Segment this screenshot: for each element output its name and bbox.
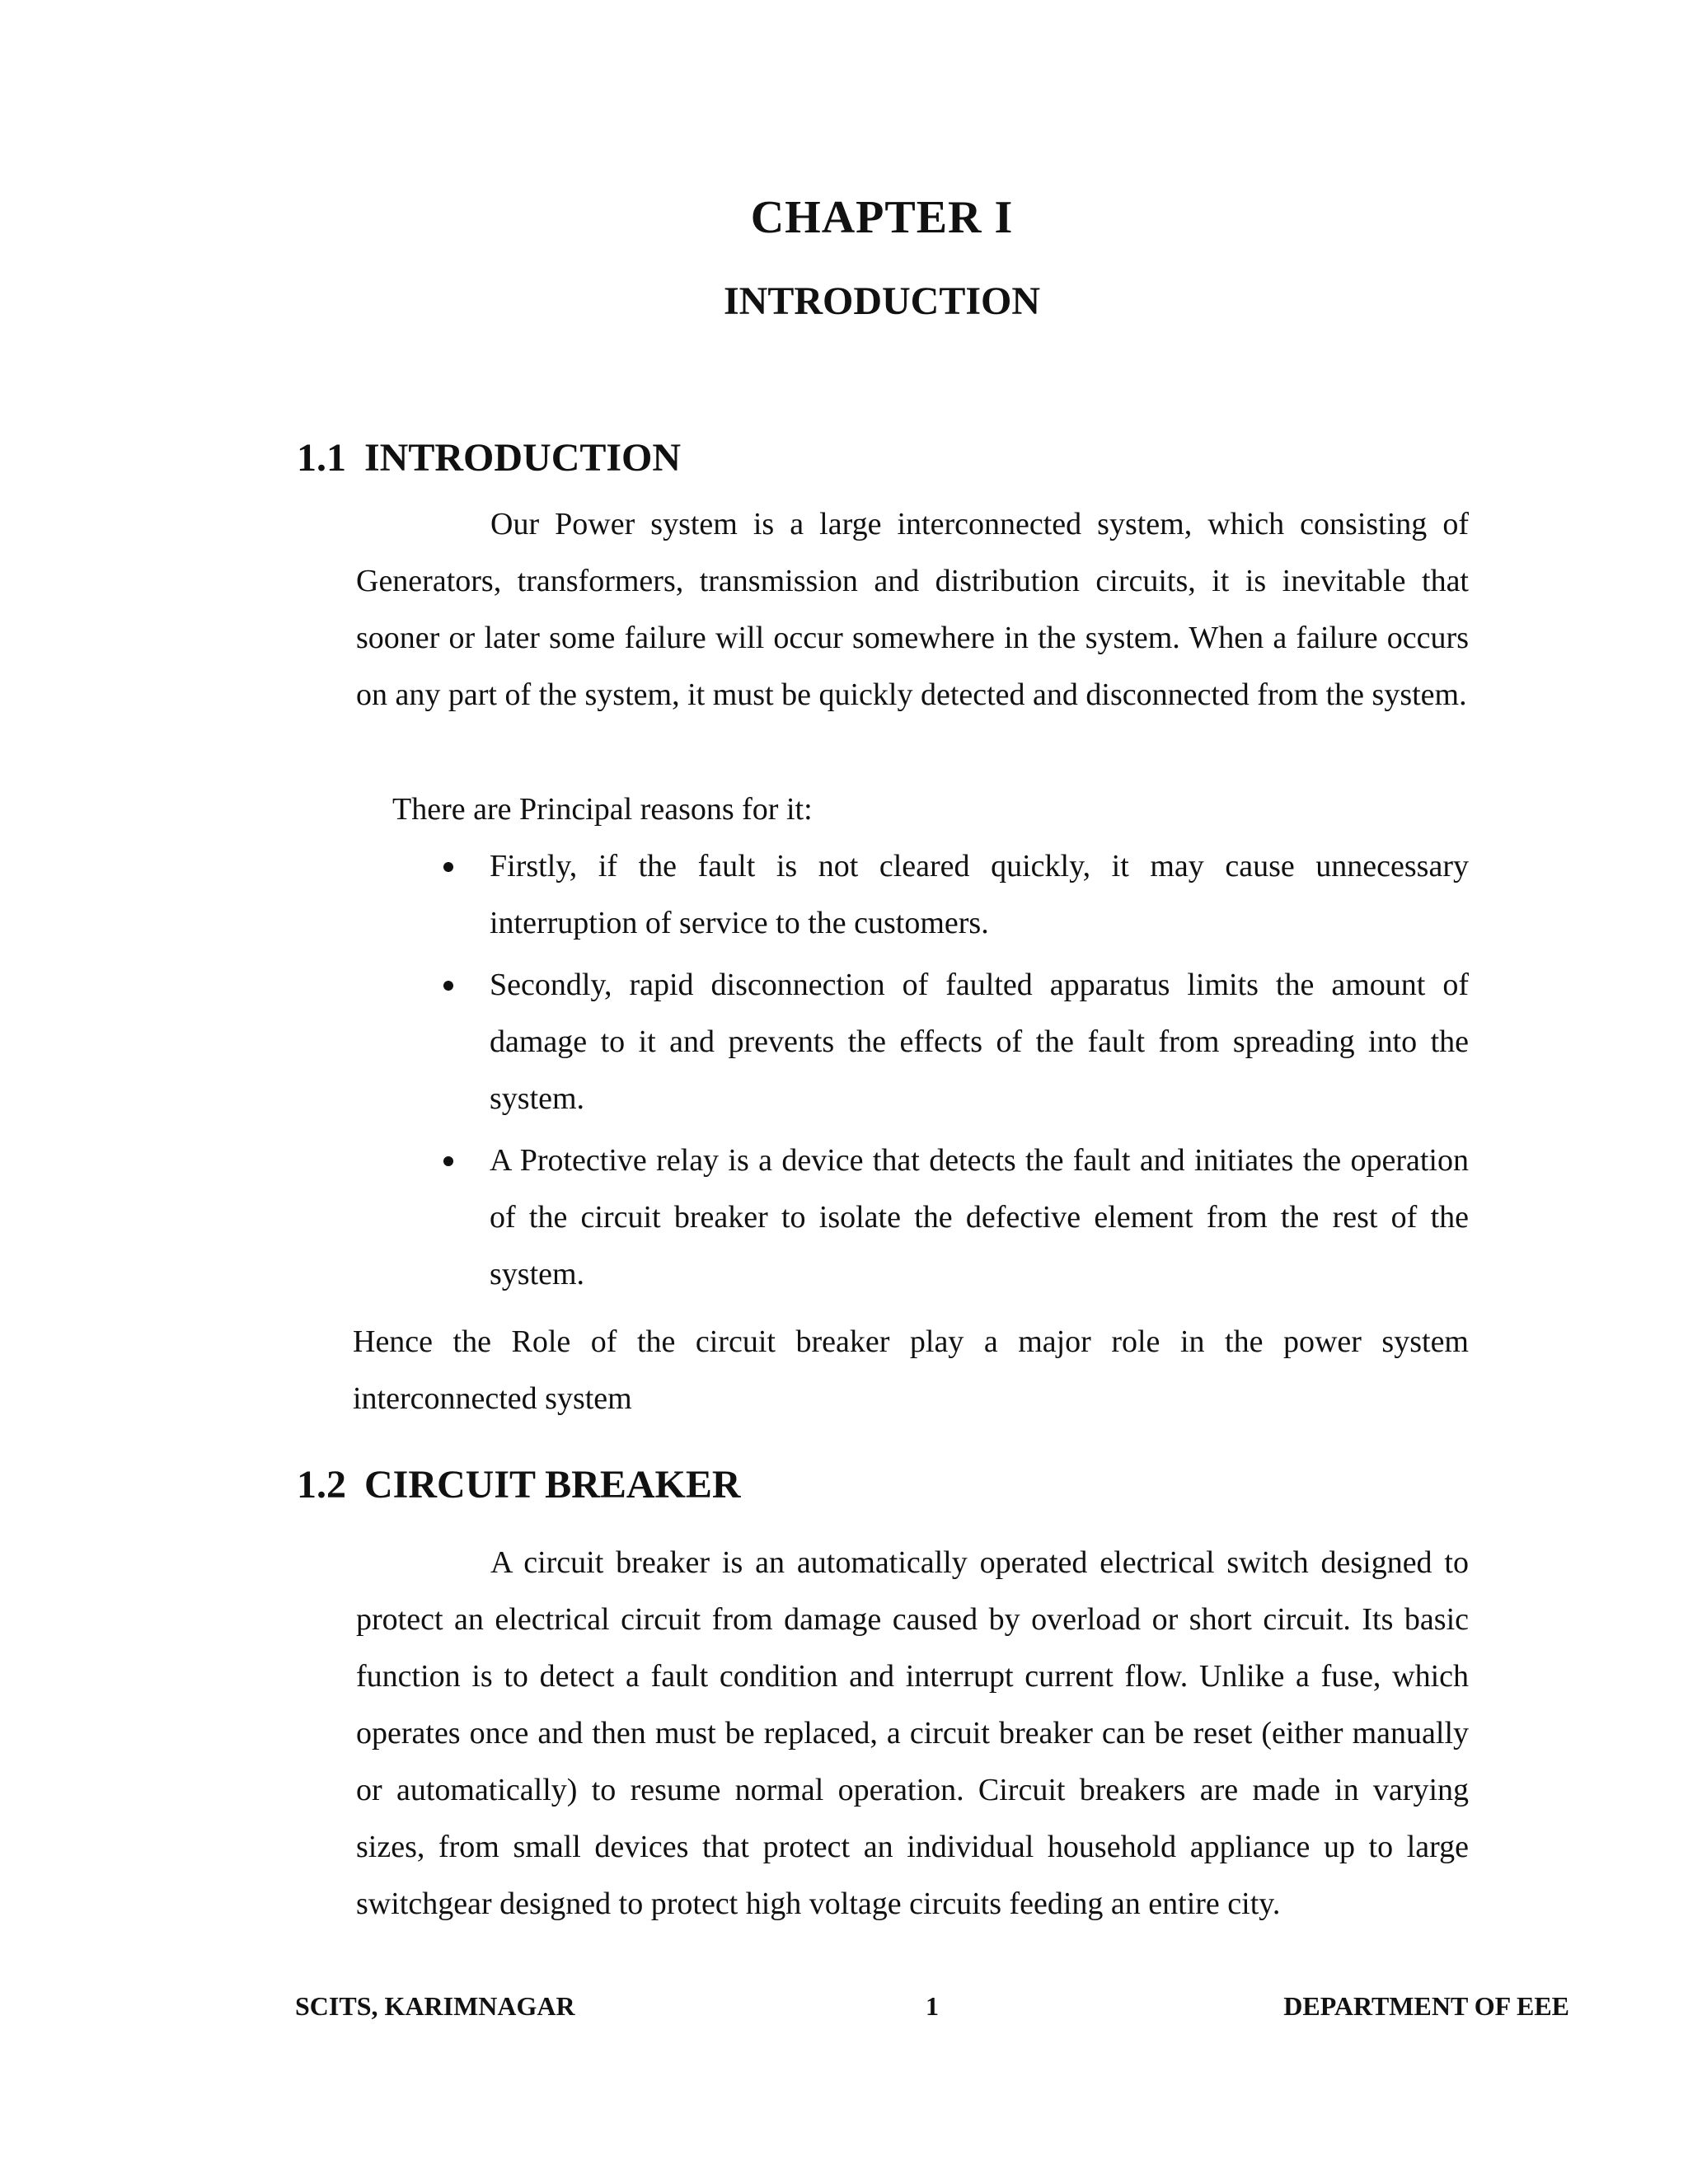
- bullet-icon: [443, 981, 453, 991]
- circuit-breaker-paragraph: A circuit breaker is an automatically operated electrical switch designed to protect an electrical circuit from damage caused by overload or short circuit. Its basic function is to detect a fault condition and interrupt current flow. Unlike a fuse, which operates once and then must be replaced, a circuit breaker can be reset (either manually or automatically) to resume normal operation. Circuit breakers are made in varying sizes, from small devices that protect an individual household appliance up to large switchgear designed to protect high voltage circuits feeding an entire city.: [356, 1545, 1469, 1921]
- section-number: 1.2: [297, 1463, 346, 1507]
- footer-department: DEPARTMENT OF EEE: [1283, 1991, 1569, 2021]
- reasons-intro: There are Principal reasons for it:: [392, 792, 813, 827]
- list-item: [432, 957, 1469, 1127]
- reasons-list: [432, 838, 1469, 1303]
- list-item-text: Firstly, if the fault is not cleared quickly, it may cause unnecessary interruption of service to the customers.: [490, 849, 1469, 940]
- chapter-title: CHAPTER I: [750, 192, 1014, 243]
- section-title: CIRCUIT BREAKER: [364, 1463, 741, 1507]
- page-number: 1: [926, 1991, 939, 2021]
- section-title: INTRODUCTION: [364, 436, 682, 480]
- list-item-text: Secondly, rapid disconnection of faulted apparatus limits the amount of damage to it and prevents the effects of the fault from spreading into the system.: [490, 968, 1469, 1116]
- section-heading-introduction: [297, 435, 681, 480]
- section-number: 1.1: [297, 436, 346, 480]
- list-item: [432, 1132, 1469, 1303]
- chapter-subtitle: INTRODUCTION: [723, 279, 1041, 323]
- footer-institution: SCITS, KARIMNAGAR: [295, 1991, 575, 2021]
- list-item-text: A Protective relay is a device that detects the fault and initiates the operation of the circuit breaker to isolate the defective element from the rest of the system.: [490, 1143, 1469, 1291]
- section-heading-circuit-breaker: [297, 1462, 741, 1507]
- list-item: [432, 838, 1469, 952]
- introduction-paragraph: Our Power system is a large interconnected system, which consisting of Generators, transformers, transmission and distribution circuits, it is inevitable that sooner or later some failure will occur somewhere in the system. When a failure occurs on any part of the system, it must be quickly detected and disconnected from the system.: [356, 507, 1469, 712]
- conclusion-paragraph: Hence the Role of the circuit breaker play a major role in the power system interconnected system: [353, 1324, 1469, 1416]
- bullet-icon: [443, 1156, 453, 1166]
- bullet-icon: [443, 862, 453, 872]
